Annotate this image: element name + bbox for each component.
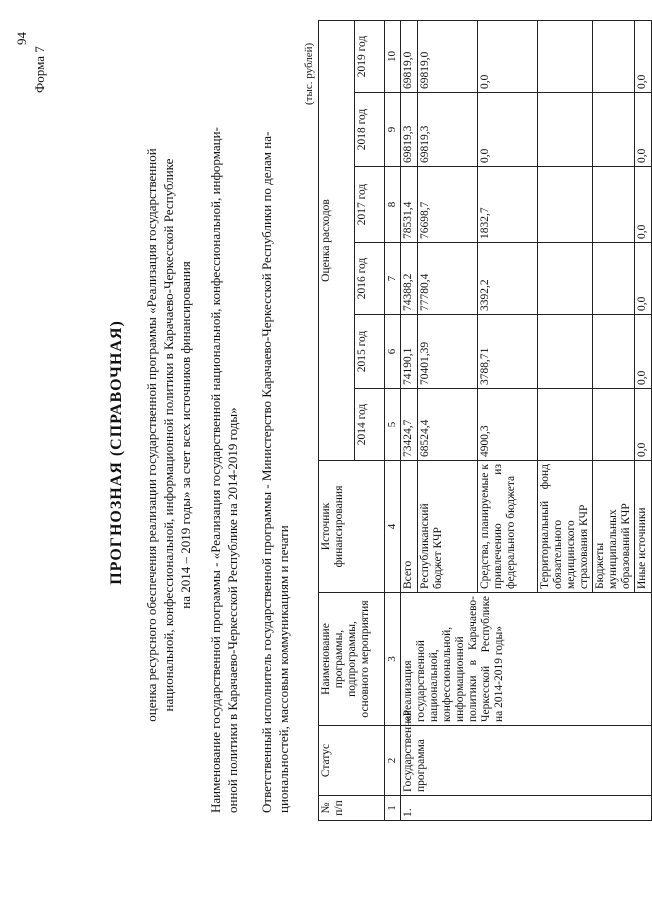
header-year: 2019 год xyxy=(355,20,385,92)
header-estimate: Оценка расходов xyxy=(319,20,355,460)
program-name-line: онной политики в Карачаево-Черкесской Республике на 2014-2019 годы» xyxy=(225,407,240,813)
column-number: 8 xyxy=(385,167,401,243)
column-numbers-row xyxy=(385,20,401,820)
source-label: Средства, планируемые к привлечению из федерального бюджета xyxy=(478,461,538,593)
document-title: ПРОГНОЗНАЯ (СПРАВОЧНАЯ) xyxy=(108,320,125,585)
row-number: 1. xyxy=(401,796,652,821)
value-cell: 0,0 xyxy=(635,93,652,167)
value-cell xyxy=(538,389,593,461)
value-cell xyxy=(593,20,635,92)
units-note: (тыс. рублей) xyxy=(303,42,315,105)
header-source: Источник финансирования xyxy=(319,461,385,593)
value-cell xyxy=(593,243,635,315)
value-cell: 0,0 xyxy=(635,20,652,92)
form-number: Форма 7 xyxy=(32,46,47,93)
value-cell xyxy=(538,93,593,167)
column-number: 7 xyxy=(385,243,401,315)
value-cell: 73424,7 xyxy=(401,389,418,461)
source-label: Территориальный фонд обязательного медицинского страхования КЧР xyxy=(538,461,593,593)
value-cell: 0,0 xyxy=(635,315,652,389)
column-number: 9 xyxy=(385,93,401,167)
document-subtitle xyxy=(143,115,194,755)
column-number: 1 xyxy=(385,796,401,821)
header-year: 2014 год xyxy=(355,389,385,461)
header-year: 2018 год xyxy=(355,93,385,167)
value-cell xyxy=(593,93,635,167)
column-number: 10 xyxy=(385,20,401,92)
value-cell: 78531,4 xyxy=(401,167,418,243)
value-cell xyxy=(538,315,593,389)
value-cell xyxy=(538,243,593,315)
value-cell: 77780,4 xyxy=(418,243,478,315)
header-status: Статус xyxy=(319,726,385,796)
value-cell: 70401,39 xyxy=(418,315,478,389)
header-name: Наименование программы, подпрограммы, основного мероприятия xyxy=(319,593,385,726)
value-cell: 74388,2 xyxy=(401,243,418,315)
value-cell: 76698,7 xyxy=(418,167,478,243)
column-number: 3 xyxy=(385,593,401,726)
header-year: 2017 год xyxy=(355,167,385,243)
program-name-line: Наименование государственной программы - «Реализация государственной национальной, конфессиональной, информаци- xyxy=(208,127,223,813)
value-cell xyxy=(593,167,635,243)
column-number: 2 xyxy=(385,726,401,796)
value-cell: 69819,0 xyxy=(401,20,418,92)
value-cell: 69819,3 xyxy=(401,93,418,167)
value-cell: 69819,3 xyxy=(418,93,478,167)
value-cell xyxy=(538,167,593,243)
value-cell xyxy=(593,389,635,461)
header-year: 2016 год xyxy=(355,243,385,315)
value-cell xyxy=(593,315,635,389)
page-number: 94 xyxy=(14,32,29,45)
value-cell xyxy=(538,20,593,92)
header-num: № п/п xyxy=(319,796,385,821)
value-cell: 0,0 xyxy=(478,93,538,167)
value-cell: 1832,7 xyxy=(478,167,538,243)
program-name xyxy=(207,23,241,813)
row-program-name: «Реализация государственной национальной, конфессиональной, информационной политики в Карачаево-Черкесской Республике на 2014-2019 годы» xyxy=(401,593,652,726)
header-year: 2015 год xyxy=(355,315,385,389)
column-number: 5 xyxy=(385,389,401,461)
value-cell: 69819,0 xyxy=(418,20,478,92)
funding-table xyxy=(318,20,652,821)
source-label: Всего xyxy=(401,461,418,593)
source-label: Республиканский бюджет КЧР xyxy=(418,461,478,593)
source-label: Иные источники xyxy=(635,461,652,593)
value-cell: 68524,4 xyxy=(418,389,478,461)
value-cell: 0,0 xyxy=(635,167,652,243)
column-number: 4 xyxy=(385,461,401,593)
subtitle-line: оценка ресурсного обеспечения реализации государственной программы «Реализация государственной xyxy=(144,148,159,722)
column-number: 6 xyxy=(385,315,401,389)
row-status: Государственная программа xyxy=(401,726,652,796)
value-cell: 0,0 xyxy=(635,389,652,461)
executor-line: Ответственный исполнитель государственной программы - Министерство Карачаево-Черкесской Республики по делам на- xyxy=(259,131,274,813)
executor-line: циональностей, массовым коммуникациям и печати xyxy=(276,525,291,813)
subtitle-line: на 2014 – 2019 годы» за счет всех источников финансирования xyxy=(178,261,193,609)
responsible-executor xyxy=(258,23,292,813)
value-cell: 74190,1 xyxy=(401,315,418,389)
table-row xyxy=(401,20,418,820)
subtitle-line: национальной, конфессиональной, информационной политики в Карачаево-Черкесской Республике xyxy=(161,158,176,712)
value-cell: 0,0 xyxy=(635,243,652,315)
value-cell: 0,0 xyxy=(478,20,538,92)
value-cell: 3392,2 xyxy=(478,243,538,315)
value-cell: 3788,71 xyxy=(478,315,538,389)
value-cell: 4900,3 xyxy=(478,389,538,461)
source-label: Бюджеты муниципальных образований КЧР xyxy=(593,461,635,593)
